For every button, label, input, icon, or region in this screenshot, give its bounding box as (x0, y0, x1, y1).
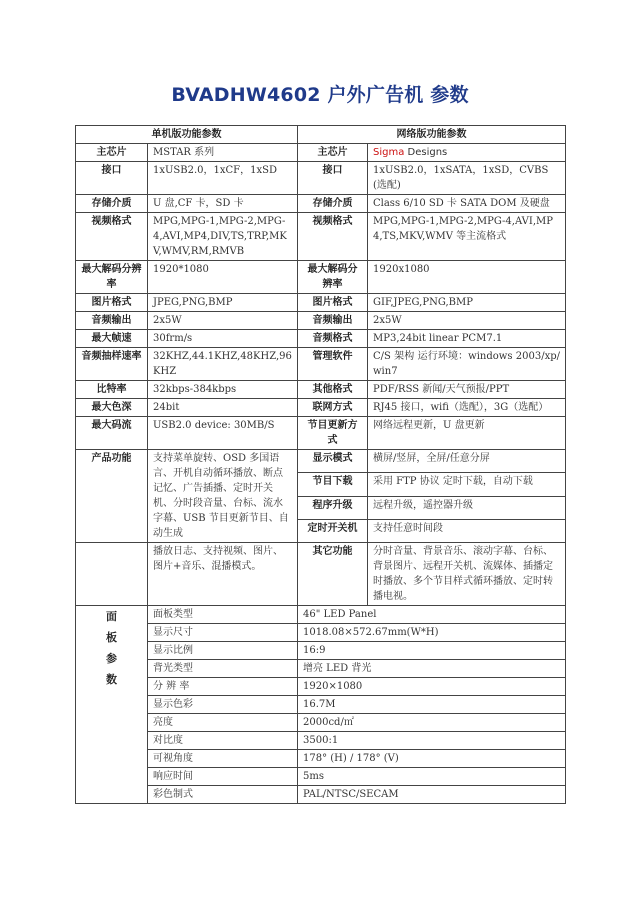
row-label: 主芯片 (298, 144, 368, 162)
row-label: 图片格式 (76, 294, 148, 312)
panel-row (76, 660, 566, 678)
row-label: 比特率 (76, 381, 148, 399)
panel-row (76, 606, 566, 624)
table-row (76, 261, 566, 294)
row-value: 30frm/s (148, 330, 298, 348)
row-value: 1920x1080 (368, 261, 566, 294)
product-function-label: 产品功能 (76, 450, 148, 543)
row-value: 远程升级，遥控器升级 (368, 496, 566, 519)
single-version-header: 单机版功能参数 (76, 126, 298, 144)
table-row (76, 162, 566, 195)
panel-row (76, 624, 566, 642)
panel-params-label (76, 606, 148, 804)
row-label: 其他格式 (298, 381, 368, 399)
row-value: RJ45 接口，wifi（选配），3G（选配） (368, 399, 566, 417)
row-value: 采用 FTP 协议 定时下载，自动下载 (368, 473, 566, 496)
row-label: 音频抽样速率 (76, 348, 148, 381)
panel-label-char: 参 (106, 651, 117, 665)
row-label: 最大解码分辨率 (76, 261, 148, 294)
table-row (76, 399, 566, 417)
row-label: 最大色深 (76, 399, 148, 417)
spec-table (75, 125, 566, 804)
table-row (76, 450, 566, 473)
panel-row (76, 732, 566, 750)
row-label: 音频格式 (298, 330, 368, 348)
row-label: 音频输出 (298, 312, 368, 330)
panel-label-char: 板 (106, 630, 117, 644)
brand-designs: Designs (404, 147, 448, 158)
row-value: 分时音量、背景音乐、滚动字幕、台标、背景图片、远程开关机、流媒体、插播定时播放、多个节目样式循环播放、定时转播电视。 (368, 543, 566, 606)
panel-label: 可视角度 (148, 750, 298, 768)
row-value: 24bit (148, 399, 298, 417)
row-value: 32KHZ,44.1KHZ,48KHZ,96KHZ (148, 348, 298, 381)
panel-row (76, 750, 566, 768)
row-label: 存储介质 (298, 195, 368, 213)
panel-value: 178° (H) / 178° (V) (298, 750, 566, 768)
row-label: 主芯片 (76, 144, 148, 162)
panel-value: 16:9 (298, 642, 566, 660)
table-row (76, 543, 566, 606)
panel-value: 1920×1080 (298, 678, 566, 696)
row-label: 最大帧速 (76, 330, 148, 348)
row-label: 定时开关机 (298, 519, 368, 542)
network-version-header: 网络版功能参数 (298, 126, 566, 144)
product-function-text-a: 支持菜单旋转、OSD 多国语言、开机自动循环播放、断点记忆、广告插播、定时开关机、分时段音量、台标、流水字幕、USB 节目更新节目、自动生成 (148, 450, 298, 543)
row-value: MPG,MPG-1,MPG-2,MPG-4,AVI,MP4,TS,MKV,WMV 等主流格式 (368, 213, 566, 261)
panel-label: 面板类型 (148, 606, 298, 624)
table-row (76, 330, 566, 348)
panel-value: PAL/NTSC/SECAM (298, 786, 566, 804)
panel-label-char: 面 (106, 610, 117, 623)
row-value: 2x5W (148, 312, 298, 330)
panel-row (76, 696, 566, 714)
row-label: 音频输出 (76, 312, 148, 330)
panel-label: 对比度 (148, 732, 298, 750)
row-value: MSTAR 系列 (148, 144, 298, 162)
row-value: 1920*1080 (148, 261, 298, 294)
row-value: 32kbps-384kbps (148, 381, 298, 399)
table-row (76, 417, 566, 450)
brand-sigma: Sigma (373, 147, 405, 158)
row-label: 最大解码分辨率 (298, 261, 368, 294)
panel-value: 增亮 LED 背光 (298, 660, 566, 678)
row-value: PDF/RSS 新闻/天气预报/PPT (368, 381, 566, 399)
row-value: 1xUSB2.0，1xCF，1xSD (148, 162, 298, 195)
row-label: 程序升级 (298, 496, 368, 519)
row-label: 最大码流 (76, 417, 148, 450)
row-label: 其它功能 (298, 543, 368, 606)
table-row (76, 294, 566, 312)
table-row (76, 144, 566, 162)
panel-label: 显示尺寸 (148, 624, 298, 642)
row-label: 视频格式 (298, 213, 368, 261)
panel-value: 1018.08×572.67mm(W*H) (298, 624, 566, 642)
panel-value: 5ms (298, 768, 566, 786)
row-label: 图片格式 (298, 294, 368, 312)
panel-label-char: 数 (106, 672, 117, 686)
row-label: 视频格式 (76, 213, 148, 261)
panel-label: 分 辨 率 (148, 678, 298, 696)
panel-value: 2000cd/㎡ (298, 714, 566, 732)
product-function-text-b: 播放日志、支持视频、图片、图片+音乐、混播模式。 (148, 543, 298, 606)
row-value: 1xUSB2.0，1xSATA，1xSD，CVBS(选配) (368, 162, 566, 195)
panel-value: 46" LED Panel (298, 606, 566, 624)
panel-row (76, 642, 566, 660)
table-row (76, 312, 566, 330)
row-value: C/S 架构 运行环境：windows 2003/xp/win7 (368, 348, 566, 381)
row-value: U 盘,CF 卡，SD 卡 (148, 195, 298, 213)
panel-value: 3500:1 (298, 732, 566, 750)
row-label: 接口 (298, 162, 368, 195)
row-value: 支持任意时间段 (368, 519, 566, 542)
row-value: Class 6/10 SD 卡 SATA DOM 及硬盘 (368, 195, 566, 213)
page-title: BVADHW4602 户外广告机 参数 (171, 84, 469, 106)
row-label: 显示模式 (298, 450, 368, 473)
panel-label: 背光类型 (148, 660, 298, 678)
table-row (76, 381, 566, 399)
table-row (76, 348, 566, 381)
panel-value: 16.7M (298, 696, 566, 714)
row-label: 管理软件 (298, 348, 368, 381)
row-value: USB2.0 device: 30MB/S (148, 417, 298, 450)
panel-label: 响应时间 (148, 768, 298, 786)
row-value: MP3,24bit linear PCM7.1 (368, 330, 566, 348)
row-value: 横屏/竖屏，全屏/任意分屏 (368, 450, 566, 473)
panel-label: 显示比例 (148, 642, 298, 660)
row-value (368, 144, 566, 162)
panel-row (76, 786, 566, 804)
panel-label: 显示色彩 (148, 696, 298, 714)
row-value: JPEG,PNG,BMP (148, 294, 298, 312)
row-label: 节目下载 (298, 473, 368, 496)
table-row (76, 213, 566, 261)
row-label: 联网方式 (298, 399, 368, 417)
row-label: 存储介质 (76, 195, 148, 213)
panel-row (76, 768, 566, 786)
empty-cell (76, 543, 148, 606)
row-value: MPG,MPG-1,MPG-2,MPG-4,AVI,MP4,DIV,TS,TRP,MKV,WMV,RM,RMVB (148, 213, 298, 261)
panel-row (76, 714, 566, 732)
row-value: GIF,JPEG,PNG,BMP (368, 294, 566, 312)
row-value: 2x5W (368, 312, 566, 330)
panel-row (76, 678, 566, 696)
panel-label: 彩色制式 (148, 786, 298, 804)
row-label: 接口 (76, 162, 148, 195)
table-header-row (76, 126, 566, 144)
row-value: 网络远程更新，U 盘更新 (368, 417, 566, 450)
panel-label: 亮度 (148, 714, 298, 732)
table-row (76, 195, 566, 213)
row-label: 节目更新方式 (298, 417, 368, 450)
